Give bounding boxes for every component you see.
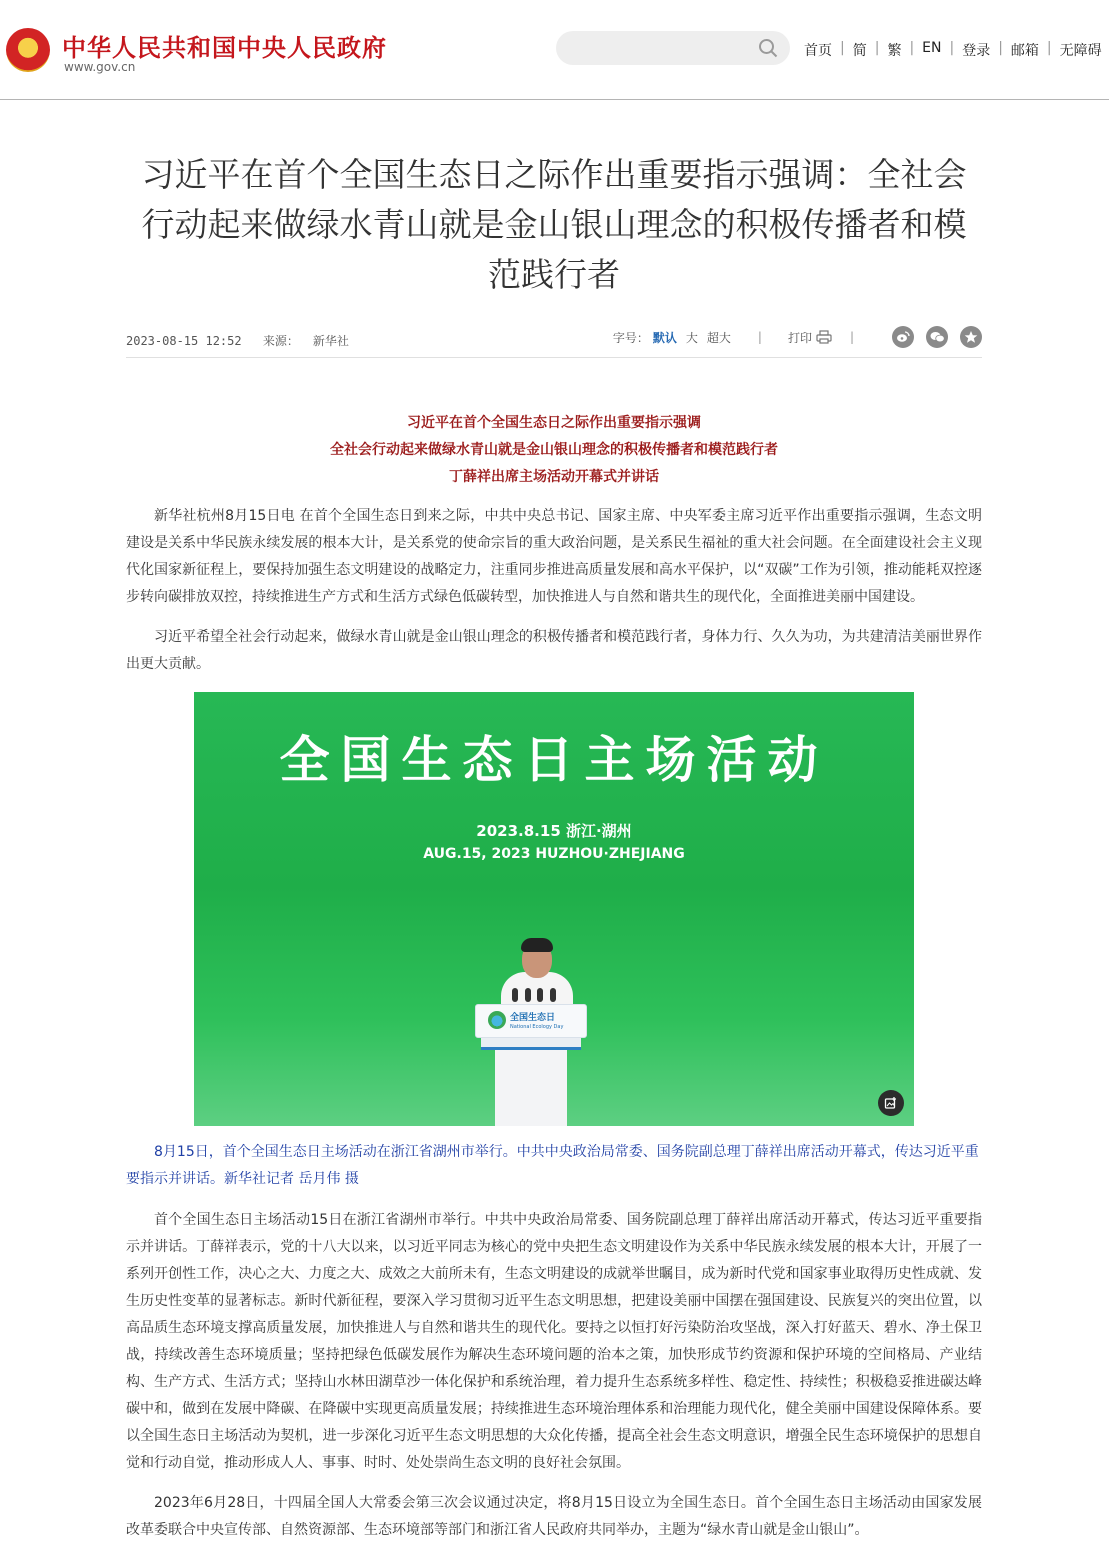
photo-date-en: AUG.15, 2023 HUZHOU·ZHEJIANG — [423, 846, 685, 862]
printer-icon — [816, 330, 832, 344]
search-input[interactable] — [556, 31, 790, 65]
article-photo — [194, 692, 914, 1126]
lead-line-3: 丁薛祥出席主场活动开幕式并讲话 — [449, 469, 659, 485]
nav-separator: | — [998, 40, 1003, 56]
nav-separator: | — [909, 40, 915, 56]
site-title[interactable]: 中华人民共和国中央人民政府 — [62, 34, 387, 62]
site-header — [0, 0, 1109, 100]
photo-caption: 8月15日，首个全国生态日主场活动在浙江省湖州市举行。中共中央政治局常委、国务院副总理丁薛祥出席活动开幕式，传达习近平重要指示并讲话。新华社记者 岳月伟 摄 — [126, 1144, 979, 1187]
nav-traditional[interactable]: 繁 — [887, 43, 902, 59]
publish-date: 2023-08-15 12:52 — [126, 334, 242, 348]
podium-band — [481, 1038, 581, 1050]
nav-english[interactable]: EN — [922, 40, 942, 56]
source-label: 来源： — [262, 334, 299, 348]
nav-accessibility[interactable]: 无障碍 — [1059, 43, 1102, 59]
paragraph-4: 2023年6月28日，十四届全国人大常委会第三次会议通过决定，将8月15日设立为全国生态日。首个全国生态日主场活动由国家发展改革委联合中央宣传部、自然资源部、生态环境部等部门和浙江省人民政府共同举办，主题为“绿水青山就是金山银山”。 — [126, 1495, 982, 1538]
nav-separator: | — [949, 40, 955, 56]
paragraph-3: 首个全国生态日主场活动15日在浙江省湖州市举行。中共中央政治局常委、国务院副总理丁薛祥出席活动开幕式，传达习近平重要指示并讲话。丁薛祥表示，党的十八大以来，以习近平同志为核心的党中央把生态文明建设作为关系中华民族永续发展的根本大计，开展了一系列开创性工作，决心之大、力度之大、成效之大前所未有，生态文明建设的成就举世瞩目，成为新时代党和国家事业取得历史性成就、发生历史性变革的显著标志。新时代新征程，要深入学习贯彻习近平生态文明思想，把建设美丽中国摆在强国建设、民族复兴的突出位置，以高品质生态环境支撑高质量发展，加快推进人与自然和谐共生的现代化。要持之以恒打好污染防治攻坚战，深入打好蓝天、碧水、净土保卫战，持续改善生态环境质量；坚持把绿色低碳发展作为解决生态环境问题的治本之策，加快形成节约资源和保护环境的空间格局、产业结构、生产方式、生活方式；坚持山水林田湖草沙一体化保护和系统治理，着力提升生态系统多样性、稳定性、持续性；积极稳妥推进碳达峰碳中和，做到在发展中降碳、在降碳中实现更高质量发展；持续推进生态环境治理体系和治理能力现代化，健全美丽中国建设保障体系。要以全国生态日主场活动为契机，进一步深化习近平生态文明思想的大众化传播，提高全社会生态文明意识，增强全民生态环境保护的思想自觉和行动自觉，推动形成人人、事事、时时、处处崇尚生态文明的良好社会氛围。 — [126, 1212, 982, 1471]
font-size-default[interactable]: 默认 — [652, 330, 677, 345]
podium-subtext: National Ecology Day — [510, 1024, 564, 1030]
print-label: 打印 — [787, 330, 812, 345]
meta-info — [126, 332, 363, 349]
article-title: 习近平在首个全国生态日之际作出重要指示强调：全社会行动起来做绿水青山就是金山银山理念的积极传播者和模范践行者 — [141, 155, 967, 294]
site-url[interactable]: www.gov.cn — [64, 60, 136, 74]
lead-line-1: 习近平在首个全国生态日之际作出重要指示强调 — [407, 415, 701, 431]
image-share-icon — [884, 1096, 898, 1110]
nav-mail[interactable]: 邮箱 — [1010, 43, 1039, 59]
nav-separator: | — [874, 40, 880, 56]
weibo-icon[interactable] — [892, 326, 914, 348]
meta-tools — [613, 326, 982, 348]
nav-login[interactable]: 登录 — [962, 43, 991, 59]
star-icon: ★ — [23, 37, 32, 48]
national-emblem-icon[interactable] — [6, 28, 50, 72]
font-size-label: 字号： — [612, 330, 649, 345]
podium-stem — [495, 1050, 567, 1126]
source-name: 新华社 — [312, 334, 349, 348]
nav-home[interactable]: 首页 — [804, 43, 832, 59]
photo-date-cn: 2023.8.15 浙江·湖州 — [476, 822, 632, 840]
paragraph-1: 新华社杭州8月15日电 在首个全国生态日到来之际，中共中央总书记、国家主席、中央军委主席习近平作出重要指示强调，生态文明建设是关系中华民族永续发展的根本大计，是关系党的使命宗旨的重大政治问题，是关系民生福祉的重大社会问题。在全面建设社会主义现代化国家新征程上，要保持加强生态文明建设的战略定力，注重同步推进高质量发展和高水平保护，以“双碳”工作为引领，推动能耗双控逐步转向碳排放双控，持续推进生产方式和生活方式绿色低碳转型，加快推进人与自然和谐共生的现代化，全面推进美丽中国建设。 — [126, 508, 982, 605]
tool-separator: | — [849, 330, 854, 344]
top-nav — [804, 40, 1102, 60]
image-share-button[interactable] — [878, 1090, 904, 1116]
nav-simplified[interactable]: 简 — [852, 43, 867, 59]
lead-heading — [126, 410, 982, 491]
speaker-hair — [521, 938, 553, 952]
podium-text: 全国生态日 — [510, 1013, 556, 1023]
search-icon[interactable] — [758, 38, 778, 58]
tool-separator: | — [757, 330, 762, 344]
font-size-xlarge[interactable]: 超大 — [706, 330, 731, 345]
paragraph-2: 习近平希望全社会行动起来，做绿水青山就是金山银山理念的积极传播者和模范践行者，身体力行、久久为功，为共建清洁美丽世界作出更大贡献。 — [126, 629, 982, 672]
podium-sign — [475, 1004, 587, 1038]
ecology-day-logo-icon — [488, 1011, 506, 1029]
article-meta — [126, 322, 982, 358]
wechat-icon[interactable] — [926, 326, 948, 348]
lead-line-2: 全社会行动起来做绿水青山就是金山银山理念的积极传播者和模范践行者 — [330, 442, 778, 458]
font-size-large[interactable]: 大 — [685, 330, 698, 345]
nav-separator: | — [840, 40, 845, 56]
favorite-icon[interactable] — [960, 326, 982, 348]
print-button[interactable] — [788, 329, 832, 346]
photo-headline: 全国生态日主场活动 — [279, 731, 829, 789]
nav-separator: | — [1046, 40, 1052, 56]
microphones — [512, 988, 556, 1002]
